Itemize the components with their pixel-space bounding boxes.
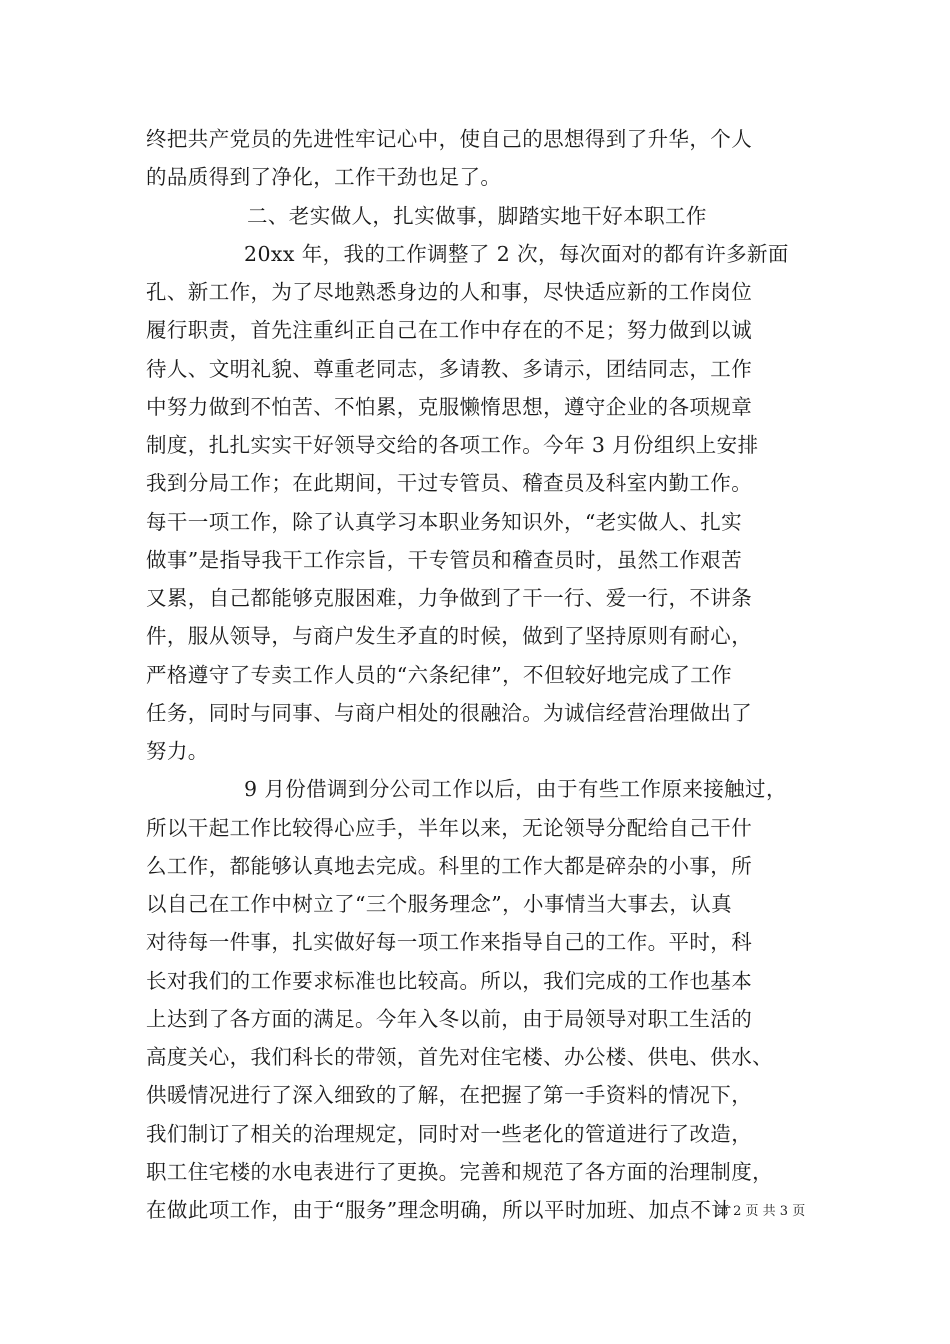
text-line: 我到分局工作；在此期间，干过专管员、稽查员及科室内勤工作。 xyxy=(146,471,753,496)
text-line: 对待每一件事，扎实做好每一项工作来指导自己的工作。平时，科 xyxy=(146,930,753,955)
text-line: 终把共产党员的先进性牢记心中，使自己的思想得到了升华，个人 xyxy=(146,127,753,151)
paragraph-first-line: 9 月份借调到分公司工作以后，由于有些工作原来接触过， xyxy=(244,777,787,802)
text-line: 高度关心，我们科长的带领，首先对住宅楼、办公楼、供电、供水、 xyxy=(146,1045,773,1069)
text-line: 做事”是指导我干工作宗旨，干专管员和稽查员时，虽然工作艰苦 xyxy=(146,547,743,572)
text-line: 努力。 xyxy=(146,739,209,763)
text-line: 件，服从领导，与商户发生矛直的时候，做到了坚持原则有耐心， xyxy=(146,624,753,649)
text-line: 供暖情况进行了深入细致的了解，在把握了第一手资料的情况下， xyxy=(146,1083,753,1108)
text-line: 中努力做到不怕苦、不怕累，克服懒惰思想，遵守企业的各项规章 xyxy=(146,394,753,419)
text-line: 每干一项工作，除了认真学习本职业务知识外，“老实做人、扎实 xyxy=(146,509,743,534)
section-heading: 二、老实做人，扎实做事，脚踏实地干好本职工作 xyxy=(247,203,707,228)
text-line: 以自己在工作中树立了“三个服务理念”，小事情当大事去，认真 xyxy=(146,892,733,916)
text-line: 待人、文明礼貌、尊重老同志，多请教、多请示，团结同志，工作 xyxy=(146,356,753,381)
text-line: 严格遵守了专卖工作人员的“六条纪律”，不但较好地完成了工作 xyxy=(146,662,733,687)
text-line: 又累，自己都能够克服困难，力争做到了干一行、爱一行，不讲条 xyxy=(146,586,753,610)
text-line: 在做此项工作，由于“服务”理念明确，所以平时加班、加点不计 xyxy=(146,1198,733,1222)
text-line: 所以干起工作比较得心应手，半年以来，无论领导分配给自己干什 xyxy=(146,815,753,840)
text-line: 孔、新工作，为了尽地熟悉身边的人和事，尽快适应新的工作岗位 xyxy=(146,280,753,304)
text-line: 上达到了各方面的满足。今年入冬以前，由于局领导对职工生活的 xyxy=(146,1006,753,1031)
text-line: 任务，同时与同事、与商户相处的很融洽。为诚信经营治理做出了 xyxy=(146,700,753,725)
page-footer: 第 2 页 共 3 页 xyxy=(716,1204,806,1219)
text-line: 职工住宅楼的水电表进行了更换。完善和规范了各方面的治理制度， xyxy=(146,1159,773,1184)
text-line: 么工作，都能够认真地去完成。科里的工作大都是碎杂的小事，所 xyxy=(146,853,753,878)
paragraph-first-line: 20xx 年，我的工作调整了 2 次，每次面对的都有许多新面 xyxy=(244,241,789,266)
text-line: 履行职责，首先注重纠正自己在工作中存在的不足；努力做到以诚 xyxy=(146,318,753,343)
text-line: 的品质得到了净化，工作干劲也足了。 xyxy=(146,165,502,190)
text-line: 制度，扎扎实实干好领导交给的各项工作。今年 3 月份组织上安排 xyxy=(146,433,759,457)
text-line: 我们制订了相关的治理规定，同时对一些老化的管道进行了改造， xyxy=(146,1121,753,1146)
document-body xyxy=(146,120,811,1229)
text-line: 长对我们的工作要求标准也比较高。所以，我们完成的工作也基本 xyxy=(146,968,753,993)
